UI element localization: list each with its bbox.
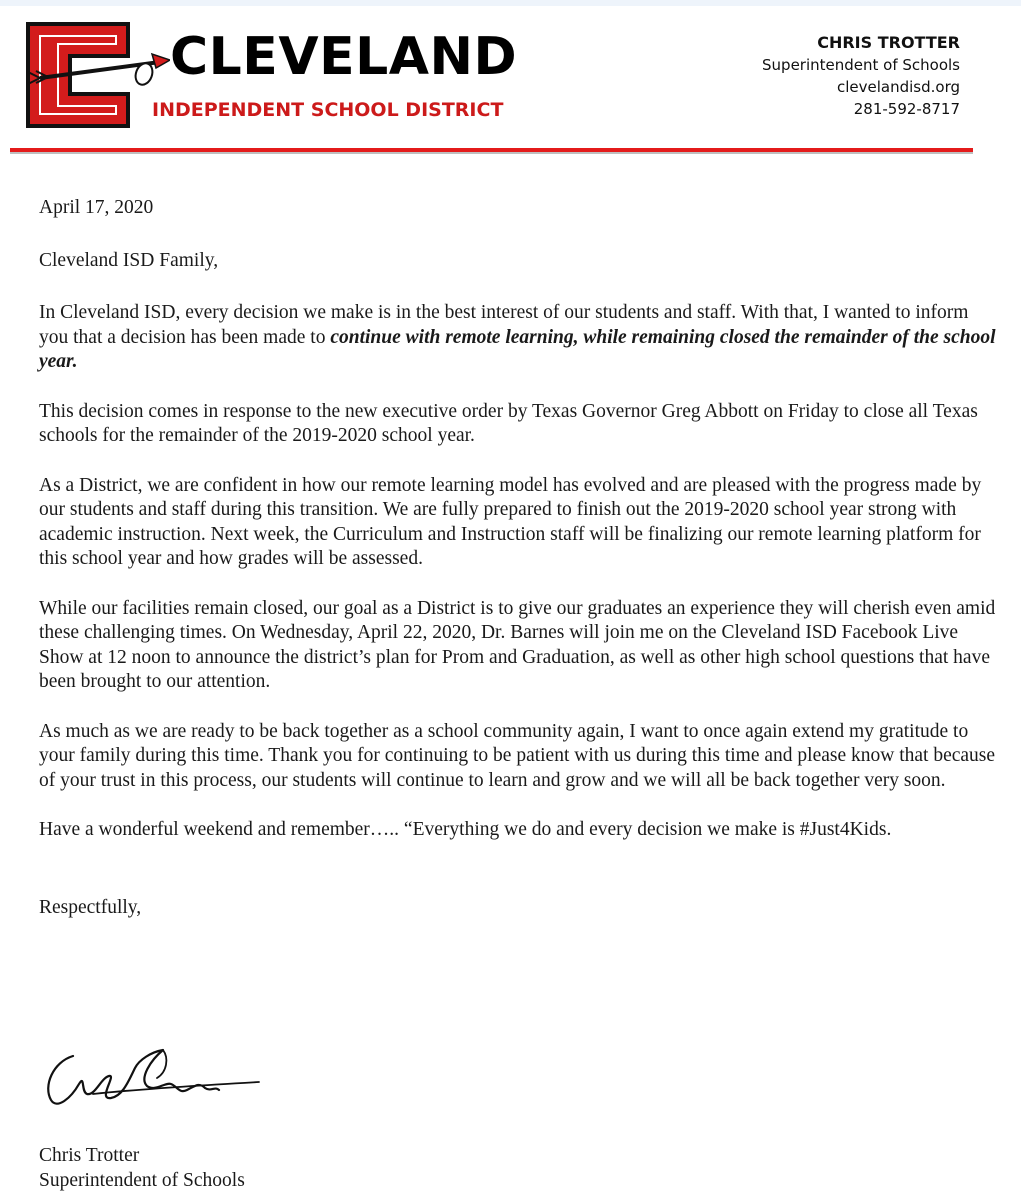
paragraph-6: Have a wonderful weekend and remember….. “Everything we do and every decision we make is #Just4Kids. bbox=[39, 819, 892, 840]
district-subtitle: INDEPENDENT SCHOOL DISTRICT bbox=[152, 99, 504, 121]
letter-greeting: Cleveland ISD Family, bbox=[39, 249, 219, 271]
contact-block bbox=[762, 32, 960, 120]
signer-name: Chris Trotter bbox=[39, 1145, 140, 1166]
paragraph-2: This decision comes in response to the new executive order by Texas Governor Greg Abbott on Friday to close all Texas schools for the remainder of the 2019-2020 school year. bbox=[39, 400, 978, 446]
top-strip bbox=[0, 0, 1021, 6]
contact-title: Superintendent of Schools bbox=[762, 56, 960, 74]
contact-phone: 281-592-8717 bbox=[853, 100, 960, 118]
paragraph-1 bbox=[39, 301, 999, 375]
letterhead-rule-shadow bbox=[10, 152, 973, 154]
paragraph-4: While our facilities remain closed, our goal as a District is to give our graduates an experience they will cherish even amid these challenging times. On Wednesday, April 22, 2020, Dr. Barnes will join me on the Cleveland ISD Facebook Live Show at 12 noon to announce the district’s plan for Prom and Graduation, as well as other high school questions that have been brought to our attention. bbox=[39, 597, 996, 692]
letter-body bbox=[39, 196, 999, 920]
paragraph-3: As a District, we are confident in how our remote learning model has evolved and are pleased with the progress made by our students and staff during this transition. We are fully prepared to finish out the 2019-2020 school year strong with academic instruction. Next week, the Curriculum and Instruction staff will be finalizing our remote learning platform for this school year and how grades will be assessed. bbox=[39, 474, 982, 569]
paragraph-1-emphasis: continue with remote learning, while remaining closed the remainder of the school year. bbox=[39, 326, 996, 372]
signature-icon bbox=[39, 1038, 269, 1118]
paragraph-1-text: In Cleveland ISD, every decision we make is in the best interest of our students and staff. With that, I wanted to inform you that a decision has been made to bbox=[39, 302, 969, 348]
letter-closing: Respectfully, bbox=[39, 896, 142, 918]
contact-name: CHRIS TROTTER bbox=[817, 33, 960, 52]
district-logo-icon bbox=[20, 16, 170, 134]
district-name: CLEVELAND bbox=[170, 27, 518, 87]
signer-title: Superintendent of Schools bbox=[39, 1169, 245, 1191]
contact-website: clevelandisd.org bbox=[836, 78, 960, 96]
letter-date: April 17, 2020 bbox=[39, 197, 154, 218]
signer-block bbox=[39, 1144, 245, 1193]
paragraph-5: As much as we are ready to be back together as a school community again, I want to once again extend my gratitude to your family during this time. Thank you for continuing to be patient with us during this time and please know that because of your trust in this process, our students will continue to learn and grow and we will all be back together very soon. bbox=[39, 720, 996, 791]
